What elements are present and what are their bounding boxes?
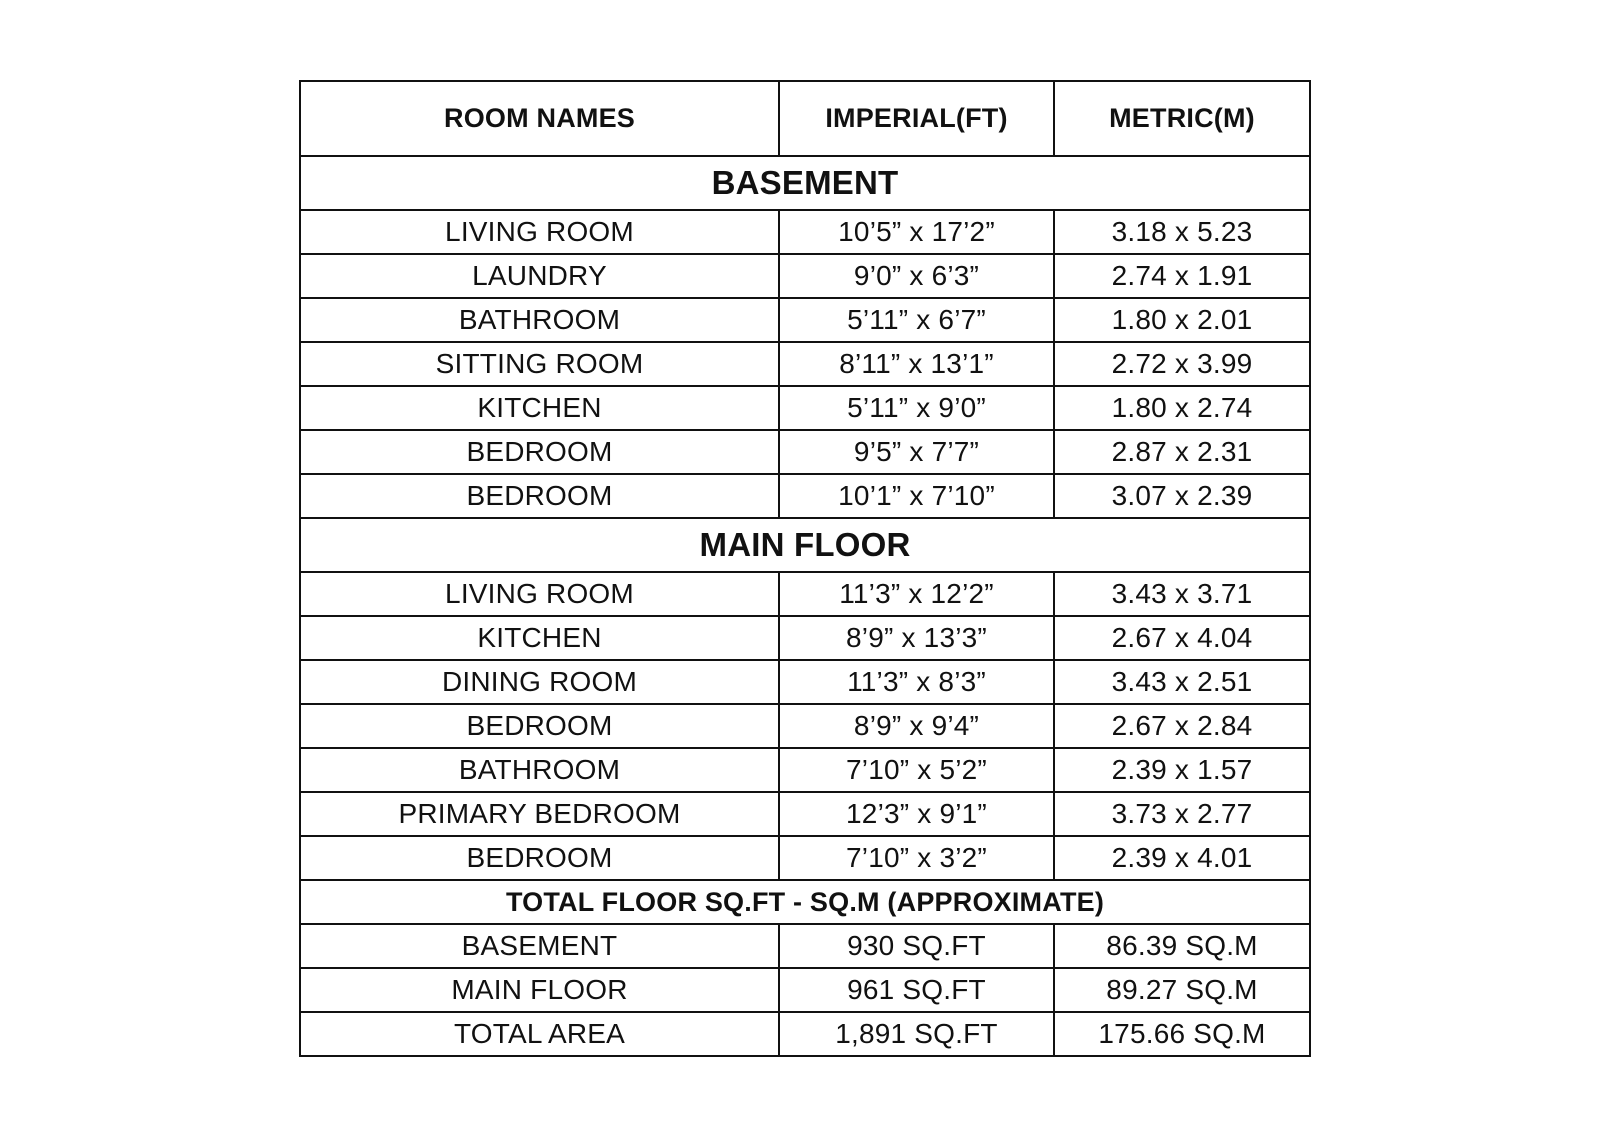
section-row-basement bbox=[300, 156, 1310, 210]
room-name-cell: KITCHEN bbox=[300, 616, 779, 660]
imperial-cell: 8’9” x 9’4” bbox=[779, 704, 1054, 748]
imperial-cell: 5’11” x 9’0” bbox=[779, 386, 1054, 430]
imperial-cell: 11’3” x 8’3” bbox=[779, 660, 1054, 704]
total-metric-cell: 175.66 SQ.M bbox=[1054, 1012, 1310, 1056]
section-title-basement: BASEMENT bbox=[300, 156, 1310, 210]
metric-cell: 2.67 x 4.04 bbox=[1054, 616, 1310, 660]
table-row bbox=[300, 254, 1310, 298]
table-row bbox=[300, 474, 1310, 518]
room-name-cell: LAUNDRY bbox=[300, 254, 779, 298]
total-imperial-cell: 961 SQ.FT bbox=[779, 968, 1054, 1012]
table-row bbox=[300, 572, 1310, 616]
header-metric: METRIC(M) bbox=[1054, 81, 1310, 156]
metric-cell: 2.67 x 2.84 bbox=[1054, 704, 1310, 748]
metric-cell: 1.80 x 2.01 bbox=[1054, 298, 1310, 342]
total-imperial-cell: 1,891 SQ.FT bbox=[779, 1012, 1054, 1056]
total-metric-cell: 89.27 SQ.M bbox=[1054, 968, 1310, 1012]
imperial-cell: 7’10” x 3’2” bbox=[779, 836, 1054, 880]
total-metric-cell: 86.39 SQ.M bbox=[1054, 924, 1310, 968]
imperial-cell: 5’11” x 6’7” bbox=[779, 298, 1054, 342]
total-label-cell: BASEMENT bbox=[300, 924, 779, 968]
imperial-cell: 8’11” x 13’1” bbox=[779, 342, 1054, 386]
table-row bbox=[300, 660, 1310, 704]
metric-cell: 3.07 x 2.39 bbox=[1054, 474, 1310, 518]
table-row bbox=[300, 298, 1310, 342]
metric-cell: 2.39 x 4.01 bbox=[1054, 836, 1310, 880]
room-name-cell: DINING ROOM bbox=[300, 660, 779, 704]
imperial-cell: 10’1” x 7’10” bbox=[779, 474, 1054, 518]
room-name-cell: PRIMARY BEDROOM bbox=[300, 792, 779, 836]
total-imperial-cell: 930 SQ.FT bbox=[779, 924, 1054, 968]
total-label-cell: MAIN FLOOR bbox=[300, 968, 779, 1012]
table-row bbox=[300, 792, 1310, 836]
section-row-totals bbox=[300, 880, 1310, 924]
total-row bbox=[300, 968, 1310, 1012]
room-dimensions-sheet bbox=[299, 80, 1309, 1057]
section-title-main-floor: MAIN FLOOR bbox=[300, 518, 1310, 572]
total-label-cell: TOTAL AREA bbox=[300, 1012, 779, 1056]
metric-cell: 2.39 x 1.57 bbox=[1054, 748, 1310, 792]
imperial-cell: 7’10” x 5’2” bbox=[779, 748, 1054, 792]
total-row bbox=[300, 924, 1310, 968]
imperial-cell: 10’5” x 17’2” bbox=[779, 210, 1054, 254]
total-row bbox=[300, 1012, 1310, 1056]
room-name-cell: BEDROOM bbox=[300, 836, 779, 880]
imperial-cell: 11’3” x 12’2” bbox=[779, 572, 1054, 616]
header-room-names: ROOM NAMES bbox=[300, 81, 779, 156]
table-row bbox=[300, 704, 1310, 748]
imperial-cell: 12’3” x 9’1” bbox=[779, 792, 1054, 836]
header-imperial: IMPERIAL(FT) bbox=[779, 81, 1054, 156]
metric-cell: 1.80 x 2.74 bbox=[1054, 386, 1310, 430]
metric-cell: 3.43 x 2.51 bbox=[1054, 660, 1310, 704]
table-row bbox=[300, 748, 1310, 792]
room-name-cell: SITTING ROOM bbox=[300, 342, 779, 386]
table-row bbox=[300, 616, 1310, 660]
table-row bbox=[300, 342, 1310, 386]
table-row bbox=[300, 430, 1310, 474]
room-name-cell: LIVING ROOM bbox=[300, 572, 779, 616]
room-name-cell: LIVING ROOM bbox=[300, 210, 779, 254]
table-row bbox=[300, 210, 1310, 254]
metric-cell: 2.87 x 2.31 bbox=[1054, 430, 1310, 474]
section-title-totals: TOTAL FLOOR SQ.FT - SQ.M (APPROXIMATE) bbox=[300, 880, 1310, 924]
room-name-cell: BATHROOM bbox=[300, 748, 779, 792]
metric-cell: 3.73 x 2.77 bbox=[1054, 792, 1310, 836]
metric-cell: 3.43 x 3.71 bbox=[1054, 572, 1310, 616]
imperial-cell: 9’0” x 6’3” bbox=[779, 254, 1054, 298]
room-name-cell: BEDROOM bbox=[300, 430, 779, 474]
table-row bbox=[300, 386, 1310, 430]
metric-cell: 2.72 x 3.99 bbox=[1054, 342, 1310, 386]
room-name-cell: KITCHEN bbox=[300, 386, 779, 430]
section-row-main-floor bbox=[300, 518, 1310, 572]
imperial-cell: 8’9” x 13’3” bbox=[779, 616, 1054, 660]
table-header-row bbox=[300, 81, 1310, 156]
table-row bbox=[300, 836, 1310, 880]
room-name-cell: BEDROOM bbox=[300, 474, 779, 518]
metric-cell: 3.18 x 5.23 bbox=[1054, 210, 1310, 254]
room-name-cell: BATHROOM bbox=[300, 298, 779, 342]
room-dimensions-table bbox=[299, 80, 1311, 1057]
imperial-cell: 9’5” x 7’7” bbox=[779, 430, 1054, 474]
room-name-cell: BEDROOM bbox=[300, 704, 779, 748]
metric-cell: 2.74 x 1.91 bbox=[1054, 254, 1310, 298]
